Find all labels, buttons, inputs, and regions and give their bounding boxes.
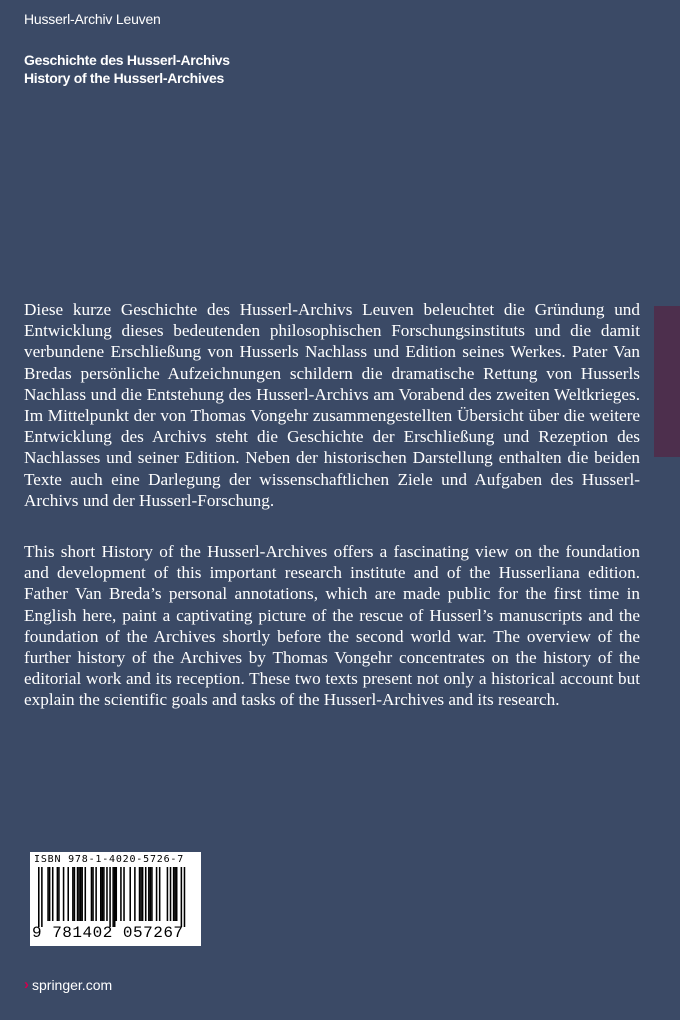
series-name: Husserl-Archiv Leuven xyxy=(24,11,161,27)
barcode-bar xyxy=(114,867,116,927)
side-color-bar xyxy=(654,306,680,457)
blurb-german: Diese kurze Geschichte des Husserl-Archivs Leuven beleuchtet die Gründung und Entwicklung dieses bedeutenden philosophischen Forschungsinstituts und die damit verbundene Erschließung von Husserls Nachlass und Edition seines Werkes. Pater Van Bredas persönliche Aufzeichnungen schildern die dramatische Rettung von Husserls Nachlass und die Entstehung des Husserl-Archivs am Vorabend des zweiten Weltkrieges. Im Mittelpunkt der von Thomas Vongehr zusammengestellten Übersicht über die weitere Entwicklung des Archivs steht die Geschichte der Erschließung und Rezeption des Nachlasses und seiner Edition. Neben der historischen Darstellung enthalten die beiden Texte auch eine Darlegung der wissenschaftlichen Ziele und Aufgaben des Husserl-Archivs und der Husserl-Forschung. xyxy=(24,300,640,510)
chevron-right-icon: › xyxy=(24,976,29,993)
barcode-bars xyxy=(38,867,196,927)
barcode-bar xyxy=(173,867,175,921)
barcode-bar xyxy=(151,867,153,921)
barcode-bar xyxy=(167,867,169,921)
barcode-bar xyxy=(174,867,176,921)
barcode-bar xyxy=(52,867,54,921)
barcode-bar xyxy=(92,867,94,921)
barcode-bar xyxy=(38,867,40,927)
barcode-bar xyxy=(47,867,49,921)
barcode-bar xyxy=(57,867,59,921)
barcode-bar xyxy=(148,867,150,921)
isbn-barcode xyxy=(30,852,201,946)
title-english: History of the Husserl-Archives xyxy=(24,70,224,86)
barcode-bar xyxy=(85,867,87,921)
barcode-bar xyxy=(109,867,111,927)
barcode-bar xyxy=(116,867,118,921)
barcode-bar xyxy=(129,867,131,921)
barcode-bar xyxy=(80,867,82,921)
barcode-bar xyxy=(49,867,51,921)
barcode-bar xyxy=(159,867,161,921)
barcode-bar xyxy=(176,867,178,921)
barcode-bar xyxy=(103,867,105,921)
barcode-bar xyxy=(100,867,102,921)
barcode-bar xyxy=(181,867,183,927)
barcode-bar xyxy=(91,867,93,921)
barcode-bar xyxy=(67,867,69,921)
title-german: Geschichte des Husserl-Archivs xyxy=(24,52,230,68)
barcode-bar xyxy=(112,867,114,927)
barcode-bar xyxy=(58,867,60,921)
barcode-bar xyxy=(156,867,158,921)
barcode-bar xyxy=(123,867,125,921)
barcode-bar xyxy=(134,867,136,921)
barcode-bar xyxy=(74,867,76,921)
isbn-label: ISBN 978-1-4020-5726-7 xyxy=(34,854,185,865)
barcode-bar xyxy=(106,867,108,921)
publisher-url: springer.com xyxy=(32,976,113,993)
barcode-bar xyxy=(150,867,152,921)
barcode-bar xyxy=(95,867,97,921)
barcode-bar xyxy=(72,867,74,921)
barcode-bar xyxy=(120,867,122,921)
barcode-bar xyxy=(41,867,43,927)
barcode-bar xyxy=(142,867,144,921)
barcode-bar xyxy=(78,867,80,921)
barcode-bar xyxy=(139,867,141,921)
barcode-bar xyxy=(77,867,79,921)
barcode-bar xyxy=(81,867,83,921)
barcode-digits: 9 781402 057267 xyxy=(32,924,184,942)
barcode-bar xyxy=(63,867,65,921)
title-block xyxy=(24,51,230,87)
publisher-link[interactable] xyxy=(24,976,112,993)
barcode-bar xyxy=(145,867,147,921)
barcode-bar xyxy=(102,867,104,921)
barcode-bar xyxy=(140,867,142,921)
barcode-bar xyxy=(184,867,186,927)
blurb-english: This short History of the Husserl-Archives offers a fascinating view on the foundation and development of this important research institute and of the Husserliana edition. Father Van Breda’s personal annotations, which are made public for the first time in English here, paint a captivating picture of the rescue of Husserl’s manuscripts and the foundation of the Archives shortly before the second world war. The overview of the further history of the Archives by Thomas Vongehr concentrates on the history of the editorial work and its reception. These two texts present not only a historical account but explain the scientific goals and tasks of the Husserl-Archives and its research. xyxy=(24,542,640,710)
barcode-bar xyxy=(170,867,172,921)
